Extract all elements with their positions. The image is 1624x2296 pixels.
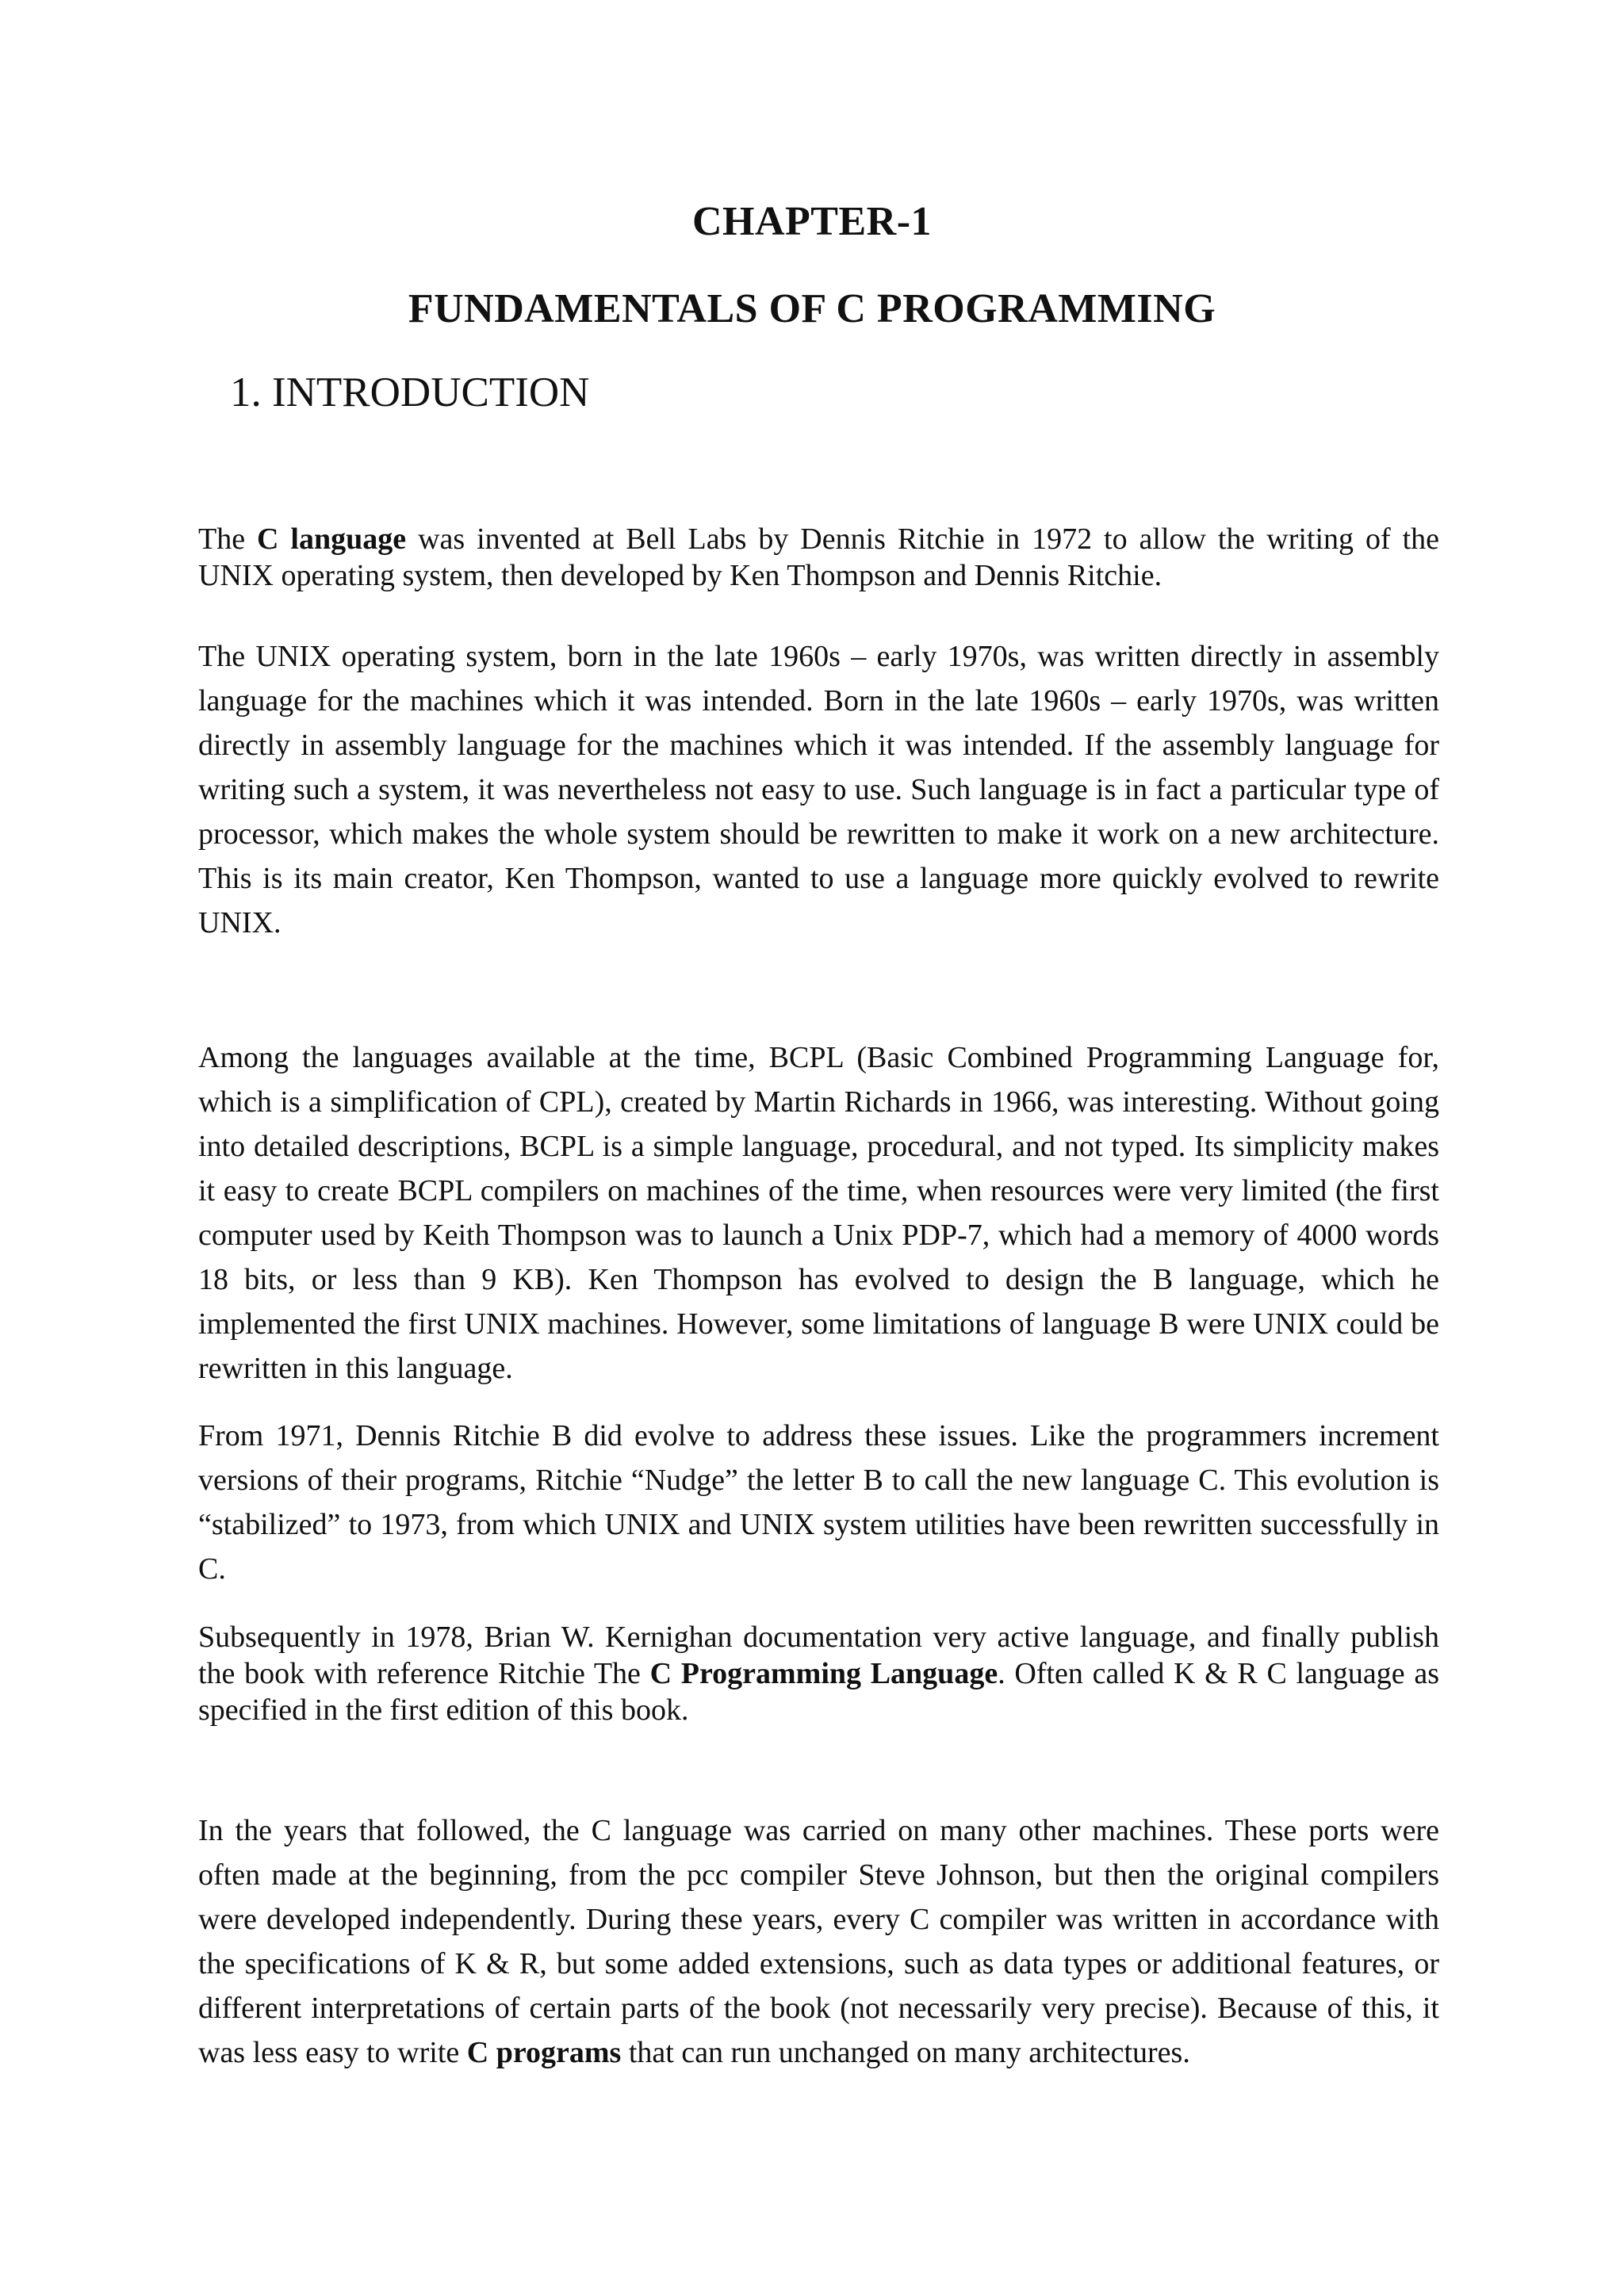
paragraph-6 bbox=[198, 1808, 1439, 2075]
paragraph-1-bold-term: C language bbox=[257, 522, 407, 556]
paragraph-5-text-end: . Often called K & R C language as specified in the first edition of this book. bbox=[198, 1657, 1439, 1727]
paragraph-1 bbox=[198, 521, 1439, 594]
paragraph-5-bold-term: C Programming Language bbox=[649, 1657, 998, 1690]
paragraph-6-text-end: that can run unchanged on many architectures. bbox=[621, 2036, 1190, 2069]
chapter-title: FUNDAMENTALS OF C PROGRAMMING bbox=[408, 286, 1216, 331]
paragraph-5-text-start: Subsequently in 1978, Brian W. Kernighan documentation very active language, and finally publish the book with reference Ritchie The bbox=[198, 1621, 1439, 1690]
paragraph-1-text-end: was invented at Bell Labs by Dennis Ritchie in 1972 to allow the writing of the UNIX operating system, then developed by Ken Thompson and Dennis Ritchie. bbox=[198, 522, 1440, 592]
chapter-heading: CHAPTER-1 bbox=[691, 199, 933, 244]
paragraph-4: From 1971, Dennis Ritchie B did evolve to address these issues. Like the programmers increment versions of their programs, Ritchie “Nudge” the letter B to call the new language C. This evolution is “stabilized” to 1973, from which UNIX and UNIX system utilities have been rewritten successfully in C. bbox=[198, 1419, 1439, 1586]
paragraph-2: The UNIX operating system, born in the late 1960s – early 1970s, was written directly in assembly language for the machines which it was intended. Born in the late 1960s – early 1970s, was written directly in assembly language for the machines which it was intended. If the assembly language for writing such a system, it was nevertheless not easy to use. Such language is in fact a particular type of processor, which makes the whole system should be rewritten to make it work on a new architecture. This is its main creator, Ken Thompson, wanted to use a language more quickly evolved to rewrite UNIX. bbox=[198, 640, 1439, 939]
paragraph-6-text-start: In the years that followed, the C language was carried on many other machines. These ports were often made at the beginning, from the pcc compiler Steve Johnson, but then the original compilers were developed independently. During these years, every C compiler was written in accordance with the specifications of K & R, but some added extensions, such as data types or additional features, or different interpretations of certain parts of the book (not necessarily very precise). Because of this, it was less easy to write bbox=[198, 1814, 1439, 2069]
paragraph-5 bbox=[198, 1619, 1439, 1728]
paragraph-3: Among the languages available at the time, BCPL (Basic Combined Programming Language for, which is a simplification of CPL), created by Martin Richards in 1966, was interesting. Without going into detailed descriptions, BCPL is a simple language, procedural, and not typed. Its simplicity makes it easy to create BCPL compilers on machines of the time, when resources were very limited (the first computer used by Keith Thompson was to launch a Unix PDP-7, which had a memory of 4000 words 18 bits, or less than 9 KB). Ken Thompson has evolved to design the B language, which he implemented the first UNIX machines. However, some limitations of language B were UNIX could be rewritten in this language. bbox=[198, 1041, 1439, 1385]
section-heading: 1. INTRODUCTION bbox=[230, 369, 590, 415]
paragraph-6-bold-term: C programs bbox=[466, 2036, 622, 2069]
paragraph-1-text-start: The bbox=[198, 522, 258, 556]
